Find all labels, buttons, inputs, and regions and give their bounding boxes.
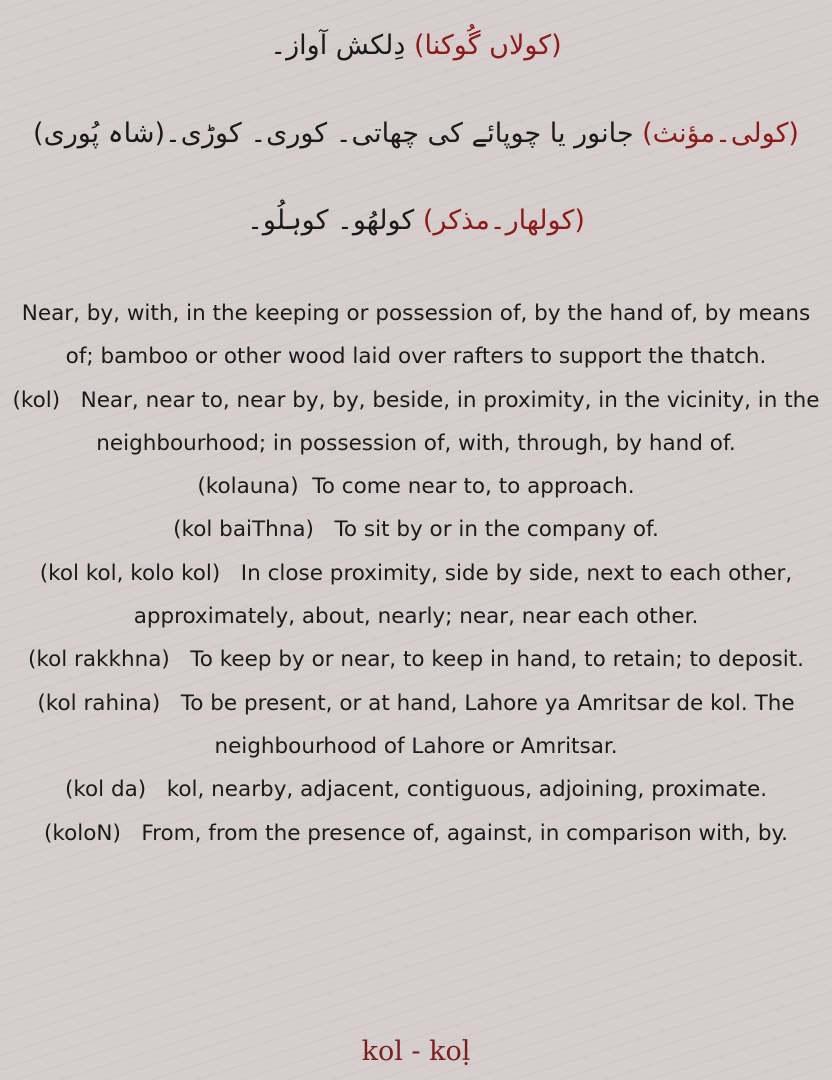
urdu-line-1 [0, 30, 832, 61]
entry-kol-rahina [12, 682, 820, 769]
entry-kol-kol [12, 552, 820, 639]
entry-kol [12, 379, 820, 466]
entry-meaning: kol, nearby, adjacent, contiguous, adjoining, proximate. [166, 777, 768, 803]
entry-meaning: To be present, or at hand, Lahore ya Amritsar de kol. The neighbourhood of Lahore or Amritsar. [180, 690, 795, 759]
urdu-tag-1: (کولاں گُوکنا) [413, 30, 562, 61]
urdu-text-3: کولھُو۔ کوہلُو۔ [247, 205, 415, 236]
english-definitions [12, 292, 820, 855]
urdu-text-2: جانور یا چوپائے کی چھاتی۔ کوری۔ کوڑی۔(شاہ پُوری) [33, 118, 634, 149]
urdu-line-3 [0, 205, 832, 236]
entry-kolon [12, 812, 820, 855]
entry-meaning: From, from the presence of, against, in comparison with, by. [141, 820, 788, 846]
entry-term: (kol kol, kolo kol) [39, 560, 221, 586]
main-definition: Near, by, with, in the keeping or possession of, by the hand of, by means of; bamboo or other wood laid over rafters to support the thatch. [21, 301, 811, 370]
urdu-tag-3: (کولھار۔مذکر) [422, 205, 585, 236]
entry-kol-rakkhna [12, 638, 820, 681]
entry-meaning: To keep by or near, to keep in hand, to retain; to deposit. [190, 647, 804, 673]
entry-meaning: To come near to, to approach. [312, 474, 635, 500]
urdu-tag-2: (کولی۔مؤنث) [642, 118, 799, 149]
entry-term: (kol) [12, 387, 61, 413]
entry-term: (kol rahina) [37, 690, 161, 716]
entry-term: (kol baiThna) [173, 517, 314, 543]
urdu-text-1: دِلکش آواز۔ [270, 30, 406, 61]
entry-term: (koloN) [44, 820, 121, 846]
entry-meaning: In close proximity, side by side, next to each other, approximately, about, nearly; near, near each other. [133, 560, 793, 630]
entry-term: (kol da) [64, 777, 147, 803]
entry-meaning: To sit by or in the company of. [334, 517, 659, 543]
entry-term: (kolauna) [197, 474, 299, 500]
entry-term: (kol rakkhna) [28, 647, 170, 673]
headword-title: kol - koḷ [361, 1036, 471, 1067]
entry-kolauna [12, 465, 820, 508]
entry-kol-baithna [12, 508, 820, 551]
urdu-line-2 [0, 118, 832, 149]
entry-meaning: Near, near to, near by, by, beside, in proximity, in the vicinity, in the neighbourhood; in possession of, with, through, by hand of. [80, 387, 820, 456]
entry-kol-da [12, 768, 820, 811]
